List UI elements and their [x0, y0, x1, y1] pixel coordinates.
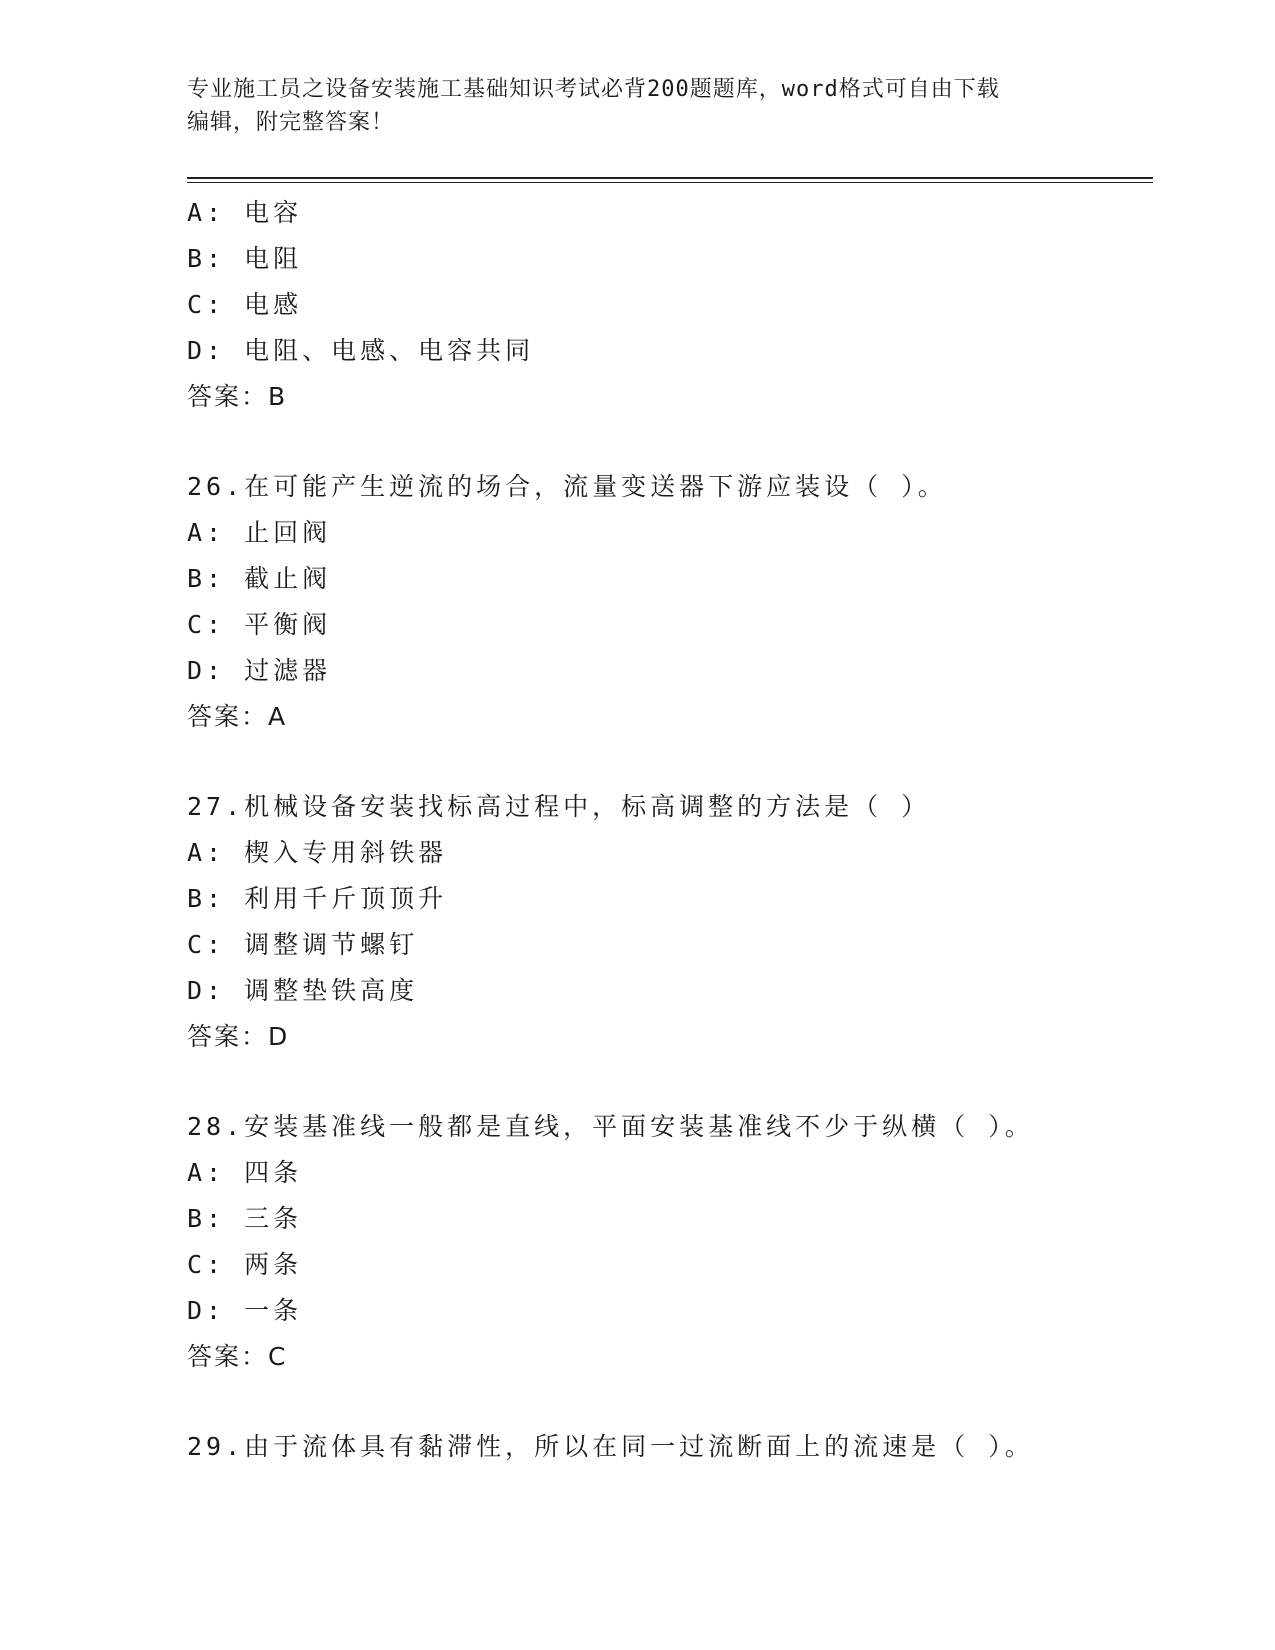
question-block-28	[187, 1104, 1147, 1380]
option-a: A: 电容	[187, 198, 303, 227]
header-title-line-1: 专业施工员之设备安装施工基础知识考试必背200题题库，word格式可自由下载	[187, 77, 1000, 102]
header-divider-thin	[187, 182, 1153, 183]
option-b: B: 三条	[187, 1204, 303, 1233]
option-b: B: 截止阀	[187, 564, 332, 593]
answer-line: 答案：A	[187, 702, 288, 731]
option-d: D: 调整垫铁高度	[187, 976, 419, 1005]
header-divider-thick	[187, 177, 1153, 179]
option-c: C: 两条	[187, 1250, 303, 1279]
question-text: 28.安装基准线一般都是直线，平面安装基准线不少于纵横（ ）。	[187, 1112, 1034, 1141]
question-block-26	[187, 464, 1147, 740]
question-text: 27.机械设备安装找标高过程中，标高调整的方法是（ ）	[187, 792, 931, 821]
option-a: A: 止回阀	[187, 518, 332, 547]
question-list	[187, 190, 1147, 1470]
option-d: D: 一条	[187, 1296, 303, 1325]
option-c: C: 电感	[187, 290, 303, 319]
option-c: C: 平衡阀	[187, 610, 332, 639]
option-a: A: 楔入专用斜铁器	[187, 838, 448, 867]
answer-line: 答案：B	[187, 382, 288, 411]
option-a: A: 四条	[187, 1158, 303, 1187]
question-text: 29.由于流体具有黏滞性，所以在同一过流断面上的流速是（ ）。	[187, 1432, 1034, 1461]
option-d: D: 电阻、电感、电容共同	[187, 336, 535, 365]
document-header	[187, 73, 1087, 139]
question-block-25	[187, 190, 1147, 420]
question-text: 26.在可能产生逆流的场合，流量变送器下游应装设（ ）。	[187, 472, 947, 501]
option-b: B: 利用千斤顶顶升	[187, 884, 448, 913]
option-c: C: 调整调节螺钉	[187, 930, 419, 959]
question-block-29	[187, 1424, 1147, 1470]
answer-line: 答案：C	[187, 1342, 288, 1371]
question-block-27	[187, 784, 1147, 1060]
header-title-line-2: 编辑，附完整答案！	[187, 110, 395, 135]
option-b: B: 电阻	[187, 244, 303, 273]
option-d: D: 过滤器	[187, 656, 332, 685]
answer-line: 答案：D	[187, 1022, 290, 1051]
